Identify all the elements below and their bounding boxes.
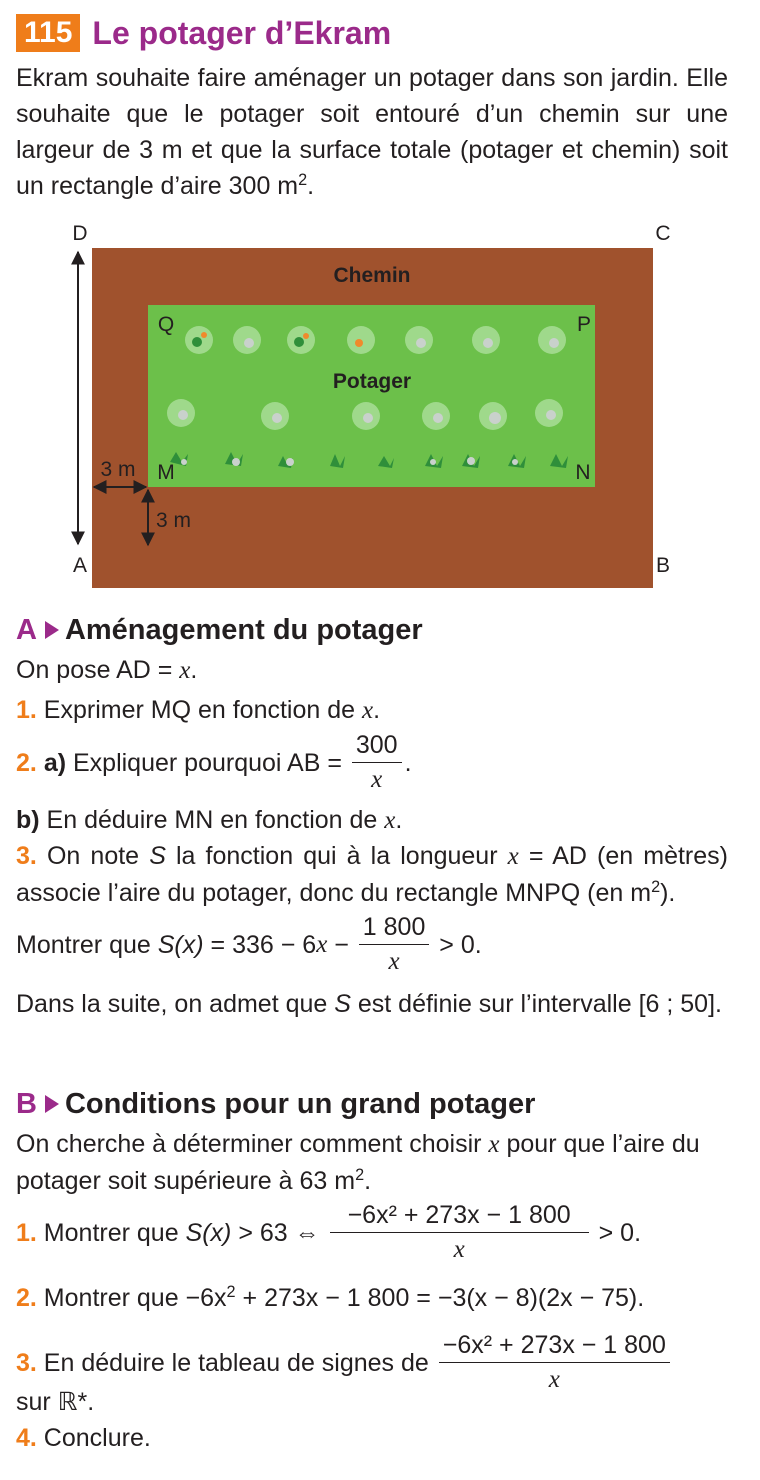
section-b-q3: 3. En déduire le tableau de signes de $\frac{\text{−6x² + 273x − 1 800}}{x}$ bbox=[16, 1330, 673, 1395]
label-point-q: Q bbox=[157, 313, 175, 336]
section-a-q3-show: Montrer que S(x) = 336 − 6 x − $\frac{1 800}{x}$ > 0. bbox=[16, 913, 482, 975]
label-point-m: M bbox=[157, 461, 175, 484]
exercise-header bbox=[16, 12, 391, 54]
label-potager: Potager bbox=[332, 370, 412, 393]
section-a-q2b: b) En déduire MN en fonction de x. bbox=[16, 806, 403, 834]
section-a-pose: On pose AD = x. bbox=[16, 656, 198, 684]
fraction-polynomial-over-x-2: $\frac{\text{−6x² + 273x − 1 800}}{x}$ bbox=[439, 1330, 670, 1395]
section-b-q1: 1. Montrer que S(x) > 63 ⇔ $\frac{\text{−6x² + 273x − 1 800}}{x}$ > 0. bbox=[16, 1201, 642, 1263]
triangle-icon bbox=[45, 621, 59, 639]
fraction-300-over-x: $\frac{300}{x}$ bbox=[352, 730, 402, 795]
section-a-admit: Dans la suite, on admet que S est définie sur l’intervalle [6 ; 50]. bbox=[16, 990, 722, 1018]
label-point-d: D bbox=[72, 222, 88, 245]
section-a-q2a: 2. a) Expliquer pourquoi AB = $\frac{300}{x}$ . bbox=[16, 731, 412, 793]
label-chemin: Chemin bbox=[333, 264, 411, 287]
triangle-icon bbox=[45, 1095, 59, 1113]
section-a-q3: 3. On note S la fonction qui à la longueur x = AD (en mètres) associe l’aire du potager, donc du rectangle MNPQ (en $m^2$). bbox=[16, 842, 728, 907]
section-b-q4: 4. Conclure. bbox=[16, 1424, 151, 1452]
label-point-a: A bbox=[72, 554, 88, 577]
label-point-p: P bbox=[576, 313, 592, 336]
section-b-intro: On cherche à déterminer comment choisir x pour que l’aire du potager soit supérieure à 63 $m^2$. bbox=[16, 1130, 700, 1195]
label-dim-horizontal: 3 m bbox=[100, 458, 136, 481]
section-b-q3-line2: sur ℝ*. bbox=[16, 1388, 95, 1416]
exercise-title: Le potager d’Ekram bbox=[92, 14, 392, 51]
fraction-1800-over-x: $\frac{1 800}{x}$ bbox=[359, 912, 430, 977]
section-a-heading: A Aménagement du potager bbox=[16, 614, 423, 646]
label-dim-vertical: 3 m bbox=[156, 509, 192, 532]
label-point-n: N bbox=[575, 461, 591, 484]
section-b-heading: B Conditions pour un grand potager bbox=[16, 1088, 536, 1120]
label-point-c: C bbox=[655, 222, 671, 245]
exercise-number: 115 bbox=[16, 14, 80, 52]
fraction-polynomial-over-x: $\frac{\text{−6x² + 273x − 1 800}}{x}$ bbox=[330, 1200, 589, 1265]
label-point-b: B bbox=[655, 554, 671, 577]
section-b-q2: 2. Montrer que $-6x^2 + 273x - 1$ 800 = −3(x − 8)(2x − 75). bbox=[16, 1283, 645, 1312]
garden-figure bbox=[0, 210, 760, 590]
section-a-q1: 1. Exprimer MQ en fonction de x. bbox=[16, 696, 381, 724]
intro-paragraph: Ekram souhaite faire aménager un potager dans son jardin. Elle souhaite que le potager soit entouré d’un chemin sur une largeur de 3 m et que la surface totale (potager et chemin) soit un rectangle d’aire 300 $m^2$. bbox=[16, 64, 728, 200]
